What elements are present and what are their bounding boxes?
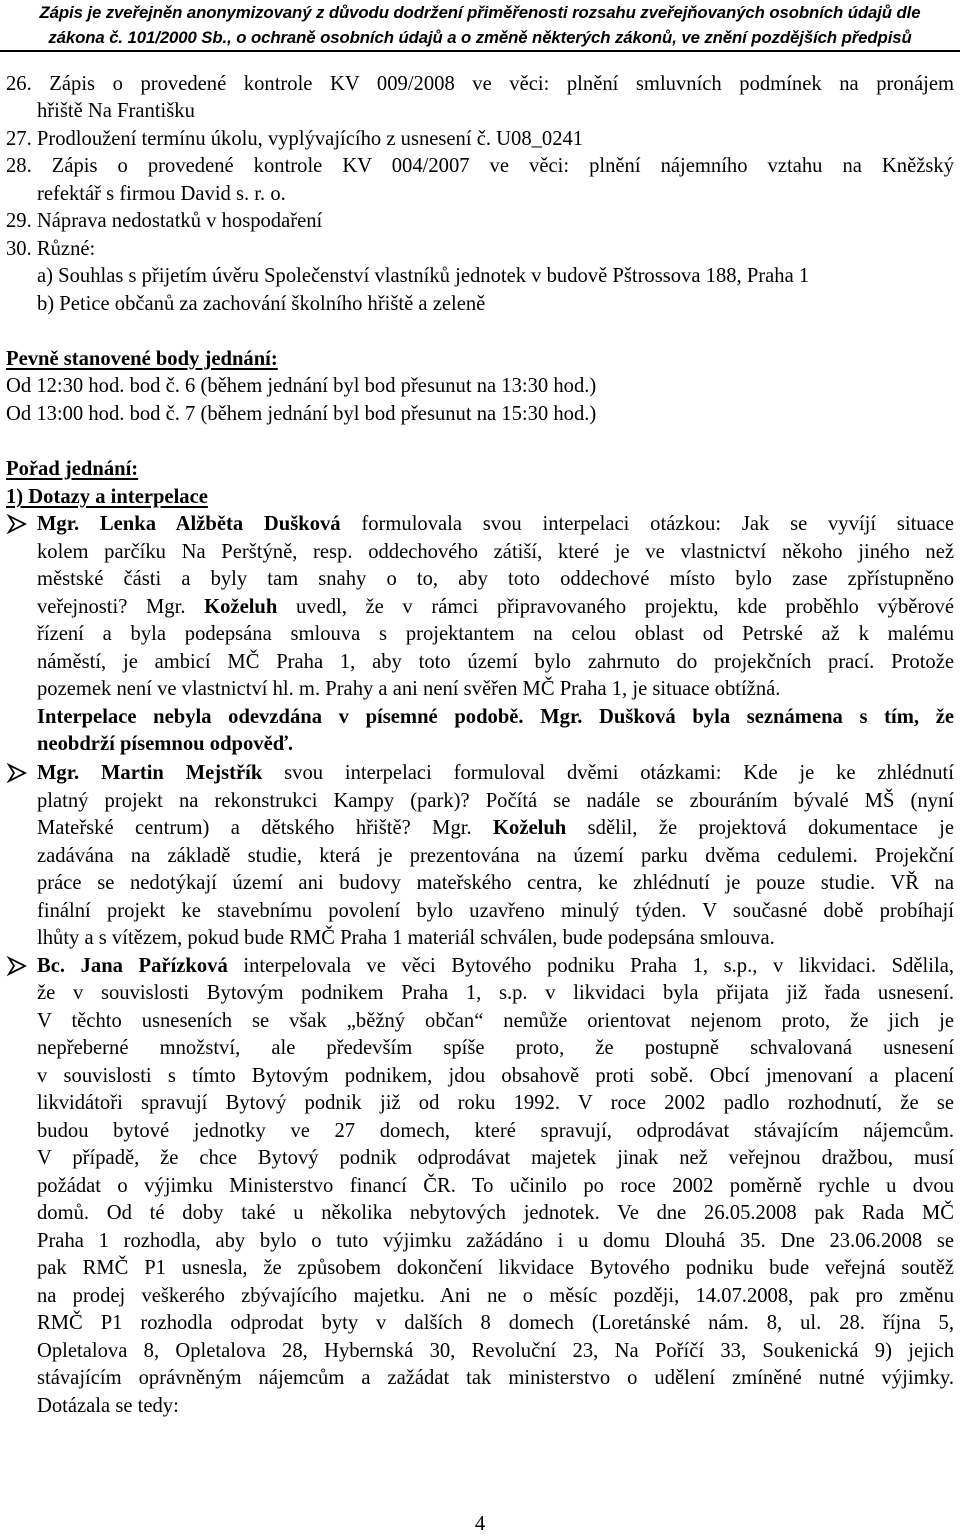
item2-line-4: zadávána na základě studie, která je prezentována na území parku dvěma cedulemi. Projekční: [37, 845, 954, 867]
item3-line-17: Dotázala se tedy:: [37, 1395, 179, 1417]
item2-line-2: platný projekt na rekonstrukci Kampy (park)? Počítá se nadále se zbouráním bývalé MŠ (nyní: [37, 790, 954, 812]
item3-line-13: na prodej veškerého zbývajícího majetku. Ani ne o měsíc později, 14.07.2008, pak pro změnu: [37, 1285, 954, 1307]
item3-line-9: požádat o výjimku Ministerstvo financí ČR. To učinilo po roce 2002 poměrně rychle u dvou: [37, 1175, 954, 1197]
item2-line-7: lhůty a s vítězem, pokud bude RMČ Praha 1 materiál schválen, bude podepsána smlouva.: [37, 927, 775, 949]
item3-line-8: V případě, že chce Bytový podnik odprodávat majetek jinak než veřejnou dražbou, musí: [37, 1147, 954, 1169]
item2-line-1: Mgr. Martin Mejstřík svou interpelaci formuloval dvěmi otázkami: Kde je ke zhlédnutí: [37, 762, 955, 784]
agenda-item-28: 28. Zápis o provedené kontrole KV 004/2007 ve věci: plnění nájemního vztahu na Kněžský: [6, 155, 954, 177]
agenda-item-29: 29. Náprava nedostatků v hospodaření: [6, 210, 323, 232]
item1-line-3: městské části a byly tam snahy o to, aby toto oddechové místo bylo zase zpřístupněno: [37, 568, 954, 590]
agenda-item-26-cont: hřiště Na Františku: [37, 100, 195, 122]
item3-line-3: V těchto usneseních se však „běžný občan“ nemůže orientovat nejenom proto, že jich je: [37, 1010, 954, 1032]
item1-line-4: veřejnosti? Mgr. Koželuh uvedl, že v rámci připravovaného projektu, kde proběhlo výběrové: [37, 596, 954, 618]
item1-line-6: náměstí, je ambicí MČ Praha 1, aby toto území bylo zahrnuto do projekčních prací. Protože: [37, 651, 954, 673]
item3-line-10: domů. Od té doby také u několika nebytových jednotek. Ve dne 26.05.2008 pak Rada MČ: [37, 1202, 954, 1224]
agenda-item-30b: b) Petice občanů za zachování školního hřiště a zeleně: [37, 293, 486, 315]
item3-line-16: stávajícím oprávněným nájemcům a zažádat tak ministerstvo o udělení zmíněné nutné výjimky.: [37, 1367, 954, 1389]
item3-line-12: pak RMČ P1 usnesla, že způsobem dokončení likvidace Bytového podniku bude veřejná soutěž: [37, 1257, 954, 1279]
order-heading: Pořad jednání:: [6, 458, 139, 480]
arrowhead-bullet-icon: [6, 955, 28, 977]
item1-line-2: kolem parčíku Na Perštýně, resp. oddechového zátiší, které je ve vlastnictví někoho jiného než: [37, 541, 954, 563]
item2-line-3: Mateřské centrum) a dětského hřiště? Mgr. Koželuh sdělil, že projektová dokumentace je: [37, 817, 954, 839]
section-heading-interpellations: 1) Dotazy a interpelace: [6, 486, 208, 508]
arrowhead-bullet-icon: [6, 513, 28, 535]
item3-line-15: Opletalova 8, Opletalova 28, Hybernská 30, Revoluční 23, Na Poříčí 33, Soukenická 9) jejich: [37, 1340, 954, 1362]
item1-line-5: řízení a byla podepsána smlouva s projektantem na celou oblast od Petrské až k malému: [37, 623, 954, 645]
agenda-item-26: 26. Zápis o provedené kontrole KV 009/2008 ve věci: plnění smluvních podmínek na pronájem: [6, 73, 954, 95]
item1-line-9: neobdrží písemnou odpověď.: [37, 733, 293, 755]
item3-line-7: budou bytové jednotky ve 27 domech, které spravují, odprodávat stávajícím nájemcům.: [37, 1120, 954, 1142]
item3-line-5: v souvislosti s tímto Bytovým podnikem, jdou obsahově proti sobě. Obcí jmenovaní a placení: [37, 1065, 954, 1087]
item3-line-11: Praha 1 rozhodla, aby bylo o tuto výjimku zažádáno i u domu Dlouhá 35. Dne 23.06.2008 se: [37, 1230, 954, 1252]
fixed-point-2: Od 13:00 hod. bod č. 7 (během jednání byl bod přesunut na 15:30 hod.): [6, 403, 597, 425]
item3-line-2: že v souvislosti Bytovým podnikem Praha 1, s.p. v likvidaci byla přijata již řada usnesení.: [37, 982, 954, 1004]
page-number: 4: [474, 1513, 486, 1535]
item3-line-1: Bc. Jana Pařízková interpelovala ve věci Bytového podniku Praha 1, s.p., v likvidaci. Sdělila,: [37, 955, 954, 977]
notice-line-2: zákona č. 101/2000 Sb., o ochraně osobních údajů a o změně některých zákonů, ve znění pozdějších předpisů: [48, 28, 912, 47]
item1-line-8: Interpelace nebyla odevzdána v písemné podobě. Mgr. Dušková byla seznámena s tím, že: [37, 706, 954, 728]
agenda-item-30a: a) Souhlas s přijetím úvěru Společenství vlastníků jednotek v budově Pštrossova 188, Praha 1: [37, 265, 810, 287]
arrowhead-bullet-icon: [6, 762, 28, 784]
item3-line-4: nepřeberné množství, ale především spíše proto, že postupně schvalovaná usnesení: [37, 1037, 954, 1059]
agenda-item-30: 30. Různé:: [6, 238, 96, 260]
agenda-item-28-cont: refektář s firmou David s. r. o.: [37, 183, 286, 205]
agenda-item-27: 27. Prodloužení termínu úkolu, vyplývajícího z usnesení č. U08_0241: [6, 128, 584, 150]
notice-line-1: Zápis je zveřejněn anonymizovaný z důvodu dodržení přiměřenosti rozsahu zveřejňovaných osobních údajů dle: [39, 3, 921, 22]
item1-line-7: pozemek není ve vlastnictví hl. m. Prahy a ani není svěřen MČ Praha 1, je situace obtížná.: [37, 678, 781, 700]
fixed-points-heading: Pevně stanovené body jednání:: [6, 348, 278, 370]
item3-line-6: likvidátoři spravují Bytový podnik již od roku 1992. V roce 2002 padlo rozhodnutí, že se: [37, 1092, 954, 1114]
fixed-point-1: Od 12:30 hod. bod č. 6 (během jednání byl bod přesunut na 13:30 hod.): [6, 375, 597, 397]
item3-line-14: RMČ P1 rozhodla odprodat byty v dalších 8 domech (Loretánské nám. 8, ul. 28. října 5,: [37, 1312, 954, 1334]
item2-line-6: finální projekt ke stavebnímu povolení bylo uzavřeno minulý týden. V současné době probíhají: [37, 900, 954, 922]
item1-line-1: Mgr. Lenka Alžběta Dušková formulovala svou interpelaci otázkou: Jak se vyvíjí situace: [37, 513, 955, 535]
item2-line-5: práce se nedotýkají území ani budovy mateřského centra, ke zhlédnutí je pouze studie. VŘ na: [37, 872, 954, 894]
